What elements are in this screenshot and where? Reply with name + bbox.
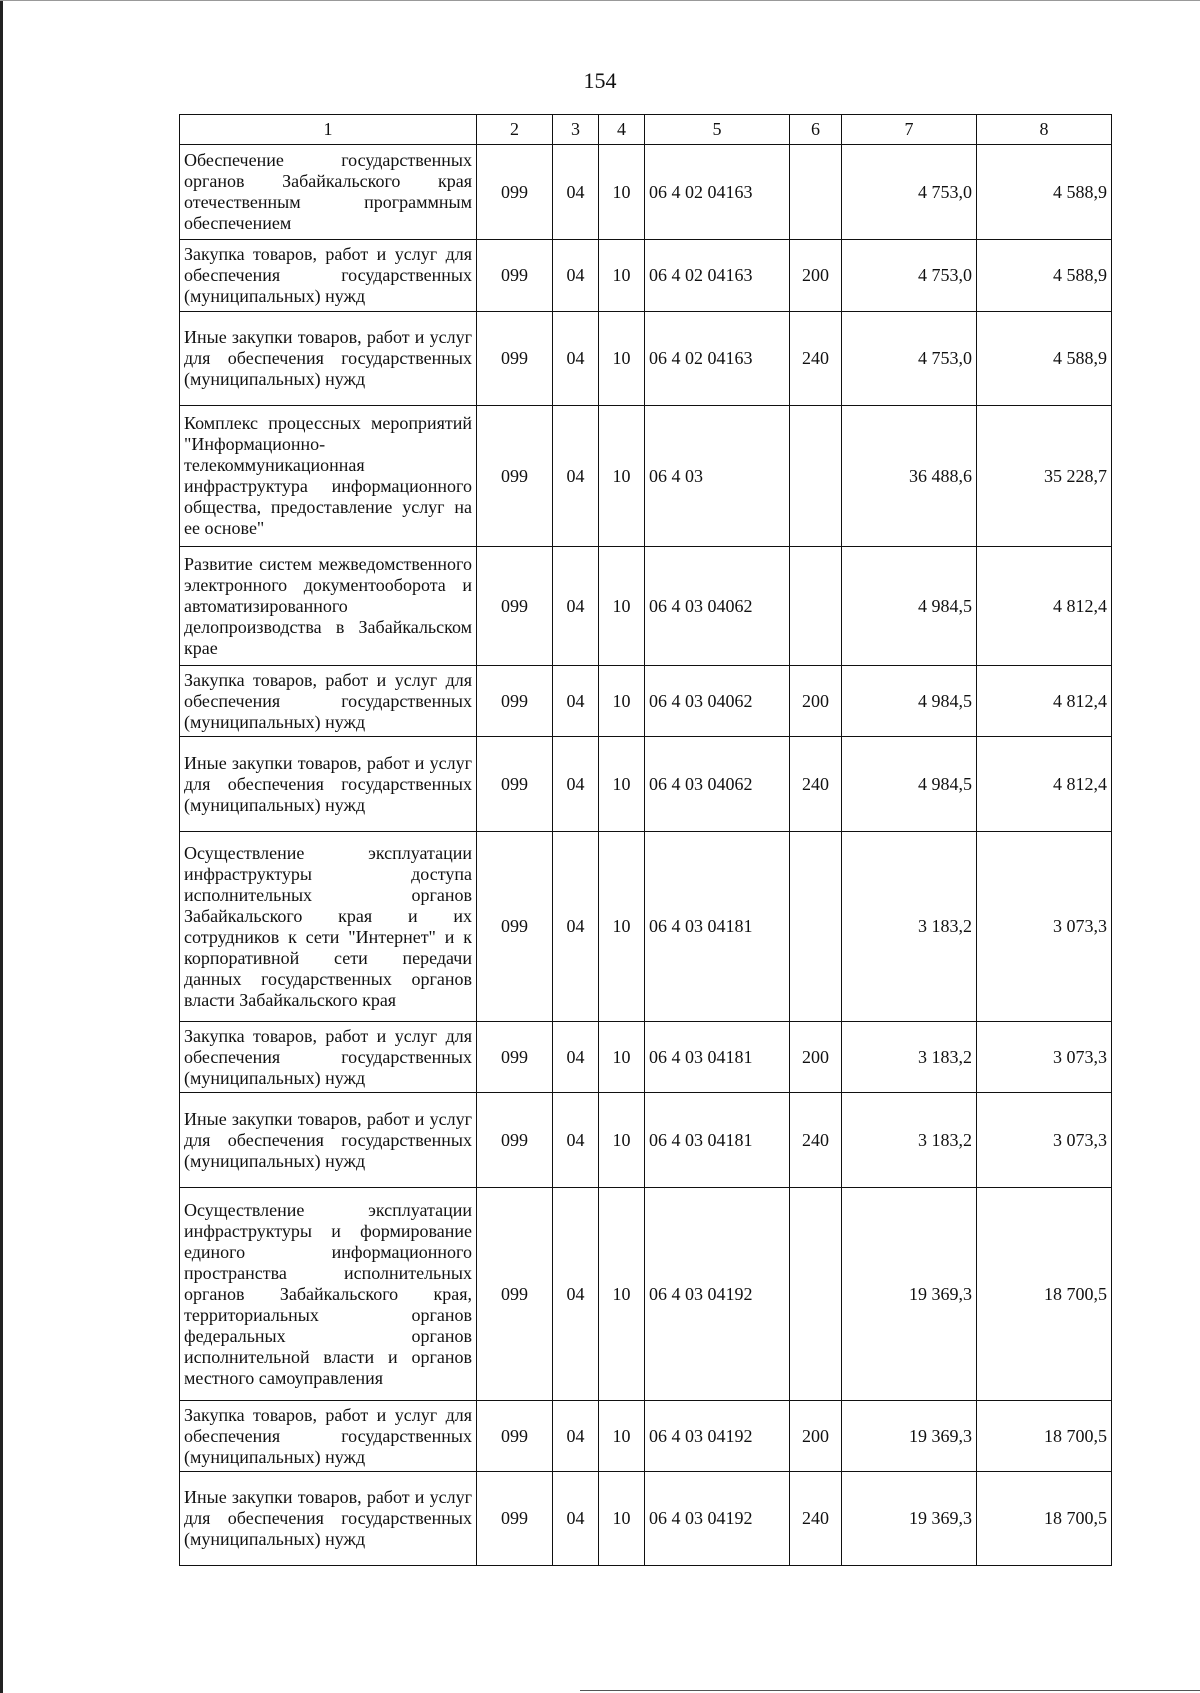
cell-amount-1: 3 183,2 xyxy=(842,1022,977,1093)
cell-target-article: 06 4 03 04192 xyxy=(645,1472,790,1566)
cell-amount-2: 18 700,5 xyxy=(977,1188,1112,1401)
cell-amount-1: 4 984,5 xyxy=(842,547,977,666)
cell-amount-2: 3 073,3 xyxy=(977,832,1112,1022)
cell-section: 04 xyxy=(553,406,599,547)
cell-ministry: 099 xyxy=(477,547,553,666)
cell-subsection: 10 xyxy=(599,547,645,666)
cell-expense-type: 240 xyxy=(790,737,842,832)
cell-expense-type: 240 xyxy=(790,1093,842,1188)
cell-target-article: 06 4 03 04181 xyxy=(645,832,790,1022)
cell-amount-1: 4 984,5 xyxy=(842,666,977,737)
header-cell: 4 xyxy=(599,115,645,145)
cell-target-article: 06 4 02 04163 xyxy=(645,312,790,406)
header-cell: 3 xyxy=(553,115,599,145)
row-name: Осуществление эксплуатации инфраструктуры доступа исполнительных органов Забайкальского края и их сотрудников к сети "Интернет" и к корпоративной сети передачи данных государственных органов власти Забайкальского края xyxy=(180,832,477,1022)
cell-target-article: 06 4 03 04062 xyxy=(645,666,790,737)
cell-target-article: 06 4 03 04192 xyxy=(645,1188,790,1401)
header-cell: 5 xyxy=(645,115,790,145)
cell-amount-1: 4 753,0 xyxy=(842,145,977,240)
table-row xyxy=(180,547,1112,666)
cell-target-article: 06 4 03 04181 xyxy=(645,1022,790,1093)
cell-subsection: 10 xyxy=(599,240,645,312)
cell-amount-1: 36 488,6 xyxy=(842,406,977,547)
cell-section: 04 xyxy=(553,312,599,406)
cell-amount-2: 35 228,7 xyxy=(977,406,1112,547)
header-cell: 1 xyxy=(180,115,477,145)
cell-expense-type xyxy=(790,832,842,1022)
cell-section: 04 xyxy=(553,832,599,1022)
table-row xyxy=(180,1472,1112,1566)
cell-section: 04 xyxy=(553,145,599,240)
cell-expense-type: 240 xyxy=(790,312,842,406)
cell-amount-1: 19 369,3 xyxy=(842,1188,977,1401)
cell-subsection: 10 xyxy=(599,1022,645,1093)
cell-subsection: 10 xyxy=(599,1472,645,1566)
cell-ministry: 099 xyxy=(477,312,553,406)
row-name: Иные закупки товаров, работ и услуг для обеспечения государственных (муниципальных) нужд xyxy=(180,312,477,406)
cell-ministry: 099 xyxy=(477,832,553,1022)
scan-edge-left xyxy=(0,0,3,1693)
cell-expense-type: 200 xyxy=(790,1022,842,1093)
table-row xyxy=(180,312,1112,406)
cell-ministry: 099 xyxy=(477,1093,553,1188)
page-number: 154 xyxy=(583,68,617,93)
cell-ministry: 099 xyxy=(477,406,553,547)
cell-subsection: 10 xyxy=(599,406,645,547)
row-name: Осуществление эксплуатации инфраструктуры и формирование единого информационного пространства исполнительных органов Забайкальского края, территориальных органов федеральных органов исполнительной власти и органов местного самоуправления xyxy=(180,1188,477,1401)
cell-amount-1: 19 369,3 xyxy=(842,1472,977,1566)
cell-subsection: 10 xyxy=(599,1188,645,1401)
cell-amount-1: 3 183,2 xyxy=(842,1093,977,1188)
cell-ministry: 099 xyxy=(477,145,553,240)
cell-subsection: 10 xyxy=(599,832,645,1022)
header-cell: 8 xyxy=(977,115,1112,145)
cell-target-article: 06 4 03 xyxy=(645,406,790,547)
row-name: Закупка товаров, работ и услуг для обеспечения государственных (муниципальных) нужд xyxy=(180,666,477,737)
cell-subsection: 10 xyxy=(599,1401,645,1472)
cell-amount-2: 4 812,4 xyxy=(977,547,1112,666)
cell-amount-2: 4 812,4 xyxy=(977,666,1112,737)
table-row xyxy=(180,666,1112,737)
table-header-row xyxy=(180,115,1112,145)
cell-section: 04 xyxy=(553,1022,599,1093)
cell-section: 04 xyxy=(553,240,599,312)
cell-expense-type: 200 xyxy=(790,666,842,737)
cell-ministry: 099 xyxy=(477,666,553,737)
row-name: Закупка товаров, работ и услуг для обеспечения государственных (муниципальных) нужд xyxy=(180,240,477,312)
cell-amount-1: 3 183,2 xyxy=(842,832,977,1022)
table-row xyxy=(180,240,1112,312)
row-name: Иные закупки товаров, работ и услуг для обеспечения государственных (муниципальных) нужд xyxy=(180,1093,477,1188)
row-name: Комплекс процессных мероприятий "Информационно-телекоммуникационная инфраструктура информационного общества, предоставление услуг на ее основе" xyxy=(180,406,477,547)
cell-section: 04 xyxy=(553,737,599,832)
cell-target-article: 06 4 03 04062 xyxy=(645,547,790,666)
cell-ministry: 099 xyxy=(477,737,553,832)
cell-ministry: 099 xyxy=(477,1022,553,1093)
cell-section: 04 xyxy=(553,1472,599,1566)
table-row xyxy=(180,1093,1112,1188)
cell-expense-type xyxy=(790,406,842,547)
row-name: Развитие систем межведомственного электронного документооборота и автоматизированного делопроизводства в Забайкальском крае xyxy=(180,547,477,666)
cell-subsection: 10 xyxy=(599,145,645,240)
cell-expense-type: 200 xyxy=(790,1401,842,1472)
cell-section: 04 xyxy=(553,1093,599,1188)
cell-ministry: 099 xyxy=(477,1472,553,1566)
cell-subsection: 10 xyxy=(599,312,645,406)
row-name: Иные закупки товаров, работ и услуг для обеспечения государственных (муниципальных) нужд xyxy=(180,1472,477,1566)
cell-expense-type xyxy=(790,547,842,666)
table-row xyxy=(180,737,1112,832)
cell-target-article: 06 4 02 04163 xyxy=(645,240,790,312)
header-cell: 2 xyxy=(477,115,553,145)
cell-ministry: 099 xyxy=(477,240,553,312)
cell-amount-2: 4 588,9 xyxy=(977,240,1112,312)
row-name: Закупка товаров, работ и услуг для обеспечения государственных (муниципальных) нужд xyxy=(180,1401,477,1472)
cell-ministry: 099 xyxy=(477,1188,553,1401)
cell-subsection: 10 xyxy=(599,666,645,737)
cell-ministry: 099 xyxy=(477,1401,553,1472)
cell-section: 04 xyxy=(553,1401,599,1472)
row-name: Иные закупки товаров, работ и услуг для обеспечения государственных (муниципальных) нужд xyxy=(180,737,477,832)
row-name: Закупка товаров, работ и услуг для обеспечения государственных (муниципальных) нужд xyxy=(180,1022,477,1093)
cell-expense-type: 240 xyxy=(790,1472,842,1566)
cell-target-article: 06 4 03 04192 xyxy=(645,1401,790,1472)
cell-amount-2: 3 073,3 xyxy=(977,1022,1112,1093)
cell-target-article: 06 4 03 04181 xyxy=(645,1093,790,1188)
cell-amount-2: 3 073,3 xyxy=(977,1093,1112,1188)
cell-section: 04 xyxy=(553,1188,599,1401)
row-name: Обеспечение государственных органов Забайкальского края отечественным программным обеспечением xyxy=(180,145,477,240)
cell-amount-2: 18 700,5 xyxy=(977,1472,1112,1566)
cell-amount-1: 4 753,0 xyxy=(842,312,977,406)
cell-target-article: 06 4 03 04062 xyxy=(645,737,790,832)
cell-expense-type xyxy=(790,145,842,240)
scan-edge-top xyxy=(0,0,1200,1)
cell-amount-2: 4 588,9 xyxy=(977,145,1112,240)
table-row xyxy=(180,1188,1112,1401)
cell-amount-2: 4 812,4 xyxy=(977,737,1112,832)
cell-amount-1: 19 369,3 xyxy=(842,1401,977,1472)
table-row xyxy=(180,145,1112,240)
cell-subsection: 10 xyxy=(599,1093,645,1188)
table-row xyxy=(180,1401,1112,1472)
cell-section: 04 xyxy=(553,666,599,737)
scan-edge-bottom xyxy=(580,1690,1200,1691)
header-cell: 6 xyxy=(790,115,842,145)
cell-subsection: 10 xyxy=(599,737,645,832)
cell-amount-2: 18 700,5 xyxy=(977,1401,1112,1472)
header-cell: 7 xyxy=(842,115,977,145)
cell-expense-type: 200 xyxy=(790,240,842,312)
table-row xyxy=(180,832,1112,1022)
table-row xyxy=(180,1022,1112,1093)
budget-table xyxy=(179,114,1112,1566)
cell-amount-1: 4 984,5 xyxy=(842,737,977,832)
cell-section: 04 xyxy=(553,547,599,666)
cell-target-article: 06 4 02 04163 xyxy=(645,145,790,240)
cell-expense-type xyxy=(790,1188,842,1401)
table-row xyxy=(180,406,1112,547)
cell-amount-2: 4 588,9 xyxy=(977,312,1112,406)
cell-amount-1: 4 753,0 xyxy=(842,240,977,312)
